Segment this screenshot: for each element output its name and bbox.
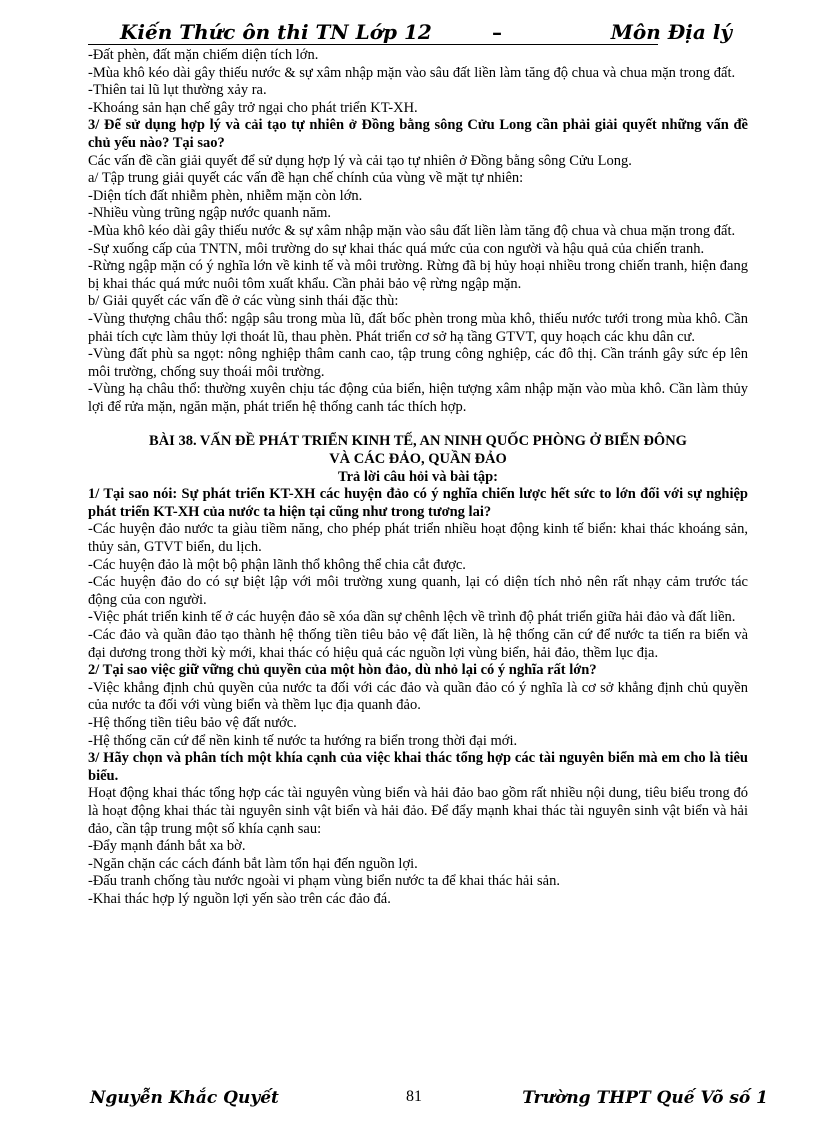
sub-heading: b/ Giải quyết các vấn đề ở các vùng sinh thái đặc thù:	[88, 293, 399, 310]
lesson-title: BÀI 38. VẤN ĐỀ PHÁT TRIỂN KINH TẾ, AN NINH QUỐC PHÒNG Ở BIỂN ĐÔNG	[149, 433, 687, 450]
page-content	[88, 47, 748, 909]
bullet-paragraph: -Các huyện đảo nước ta giàu tiềm năng, cho phép phát triển nhiều hoạt động kinh tế biển: khai thác khoáng sản, thủy sản, GTVT biển, du lịch.	[88, 521, 748, 556]
bullet-paragraph: -Khoáng sản hạn chế gây trở ngại cho phát triển KT-XH.	[88, 99, 418, 116]
bullet-paragraph: -Các đảo và quần đảo tạo thành hệ thống tiền tiêu bảo vệ đất liền, là hệ thống căn cứ để nước ta tiến ra biển và đại dương trong thời kỳ mới, khai thác có hiệu quả các nguồn lợi vùng biển, hải đảo, thềm lục địa.	[88, 627, 748, 661]
bullet-paragraph: -Mùa khô kéo dài gây thiếu nước & sự xâm nhập mặn vào sâu đất liền làm tăng độ chua và chua mặn trong đất.	[88, 64, 736, 81]
bullet-paragraph: -Sự xuống cấp của TNTN, môi trường do sự khai thác quá mức của con người và hậu quả của chiến tranh.	[88, 240, 705, 257]
question-heading: 3/ Hãy chọn và phân tích một khía cạnh của việc khai thác tổng hợp các tài nguyên biển mà em cho là tiêu biểu.	[88, 750, 748, 784]
footer-school: Trường THPT Quế Võ số 1	[522, 1088, 768, 1108]
section-heading: Trả lời câu hỏi và bài tập:	[337, 468, 499, 485]
header-title: Kiến Thức ôn thi TN Lớp 12	[120, 20, 432, 44]
page-header	[88, 16, 752, 44]
bullet-paragraph: -Đẩy mạnh đánh bắt xa bờ.	[88, 838, 246, 855]
body-paragraph: Hoạt động khai thác tổng hợp các tài nguyên vùng biển và hải đảo bao gồm rất nhiều nội dung, tiêu biểu trong đó là hoạt động khai thác tài nguyên sinh vật biển và hải đảo. Để đẩy mạnh khai thác tài nguyên sinh vật biển và hải đảo, cần tập trung một số khía cạnh sau:	[88, 785, 748, 837]
bullet-paragraph: -Vùng thượng châu thổ: ngập sâu trong mùa lũ, đất bốc phèn trong mùa khô, thiếu nước tưới trong mùa khô. Cần phải tích cực làm thủy lợi thoát lũ, thau phèn. Phát triển cơ sở hạ tầng GTVT, quy hoạch các khu dân cư.	[88, 310, 748, 345]
bullet-paragraph: -Đất phèn, đất mặn chiếm diện tích lớn.	[88, 47, 319, 63]
bullet-paragraph: -Hệ thống tiền tiêu bảo vệ đất nước.	[88, 714, 297, 731]
body-paragraph: Các vấn đề cần giải quyết để sử dụng hợp lý và cải tạo tự nhiên ở Đồng bằng sông Cửu Long.	[88, 152, 632, 169]
bullet-paragraph: -Mùa khô kéo dài gây thiếu nước & sự xâm nhập mặn vào sâu đất liền làm tăng độ chua và chua mặn trong đất.	[88, 222, 736, 239]
bullet-paragraph: -Khai thác hợp lý nguồn lợi yến sào trên các đảo đá.	[88, 890, 391, 907]
bullet-paragraph: -Các huyện đảo do có sự biệt lập với môi trường xung quanh, lại có diện tích nhỏ nên rất nhạy cảm trước tác động của con người.	[88, 574, 748, 608]
page-number: 81	[406, 1088, 422, 1105]
header-dash: –	[492, 20, 502, 44]
page-footer	[88, 1088, 768, 1114]
bullet-paragraph: -Việc khẳng định chủ quyền của nước ta đối với các đảo và quần đảo có ý nghĩa là cơ sở khẳng định chủ quyền của nước ta đối với vùng biển và thềm lục địa quanh đảo.	[88, 679, 748, 714]
bullet-paragraph: -Đấu tranh chống tàu nước ngoài vi phạm vùng biển nước ta để khai thác hải sản.	[88, 873, 560, 890]
question-heading: 1/ Tại sao nói: Sự phát triển KT-XH các huyện đảo có ý nghĩa chiến lược hết sức to lớn đối với sự nghiệp phát triển KT-XH của nước ta hiện tại cũng như trong tương lai?	[88, 486, 748, 520]
bullet-paragraph: -Vùng đất phù sa ngọt: nông nghiệp thâm canh cao, tập trung công nghiệp, các đô thị. Cần tránh gây sức ép lên môi trường, chống suy thoái môi trường.	[88, 346, 748, 380]
bullet-paragraph: -Ngăn chặn các cách đánh bắt làm tổn hại đến nguồn lợi.	[88, 855, 418, 872]
header-subject: Môn Địa lý	[610, 20, 732, 44]
bullet-paragraph: -Rừng ngập mặn có ý nghĩa lớn về kinh tế và môi trường. Rừng đã bị hủy hoại nhiều trong chiến tranh, hiện đang bị khai thác quá mức nuôi tôm xuất khẩu. Cần phải bảo vệ rừng ngập mặn.	[88, 258, 748, 292]
bullet-paragraph: -Các huyện đảo là một bộ phận lãnh thổ không thể chia cắt được.	[88, 556, 466, 573]
question-heading: 2/ Tại sao việc giữ vững chủ quyền của một hòn đảo, dù nhỏ lại có ý nghĩa rất lớn?	[88, 662, 597, 679]
header-divider	[88, 44, 658, 45]
bullet-paragraph: -Nhiều vùng trũng ngập nước quanh năm.	[88, 205, 332, 222]
footer-author: Nguyễn Khắc Quyết	[90, 1088, 279, 1108]
sub-heading: a/ Tập trung giải quyết các vấn đề hạn chế chính của vùng về mặt tự nhiên:	[88, 170, 524, 187]
bullet-paragraph: -Hệ thống căn cứ để nền kinh tế nước ta hướng ra biển trong thời đại mới.	[88, 732, 518, 749]
question-heading: 3/ Để sử dụng hợp lý và cải tạo tự nhiên ở Đồng bằng sông Cửu Long cần phải giải quyết những vấn đề chủ yếu nào? Tại sao?	[88, 117, 748, 151]
bullet-paragraph: -Diện tích đất nhiễm phèn, nhiễm mặn còn lớn.	[88, 187, 363, 204]
lesson-title-line2: VÀ CÁC ĐẢO, QUẦN ĐẢO	[329, 451, 507, 468]
bullet-paragraph: -Vùng hạ châu thổ: thường xuyên chịu tác động của biển, hiện tượng xâm nhập mặn vào mùa khô. Cần làm thủy lợi để rửa mặn, ngăn mặn, phát triển hệ thống canh tác thích hợp.	[88, 381, 748, 415]
bullet-paragraph: -Thiên tai lũ lụt thường xảy ra.	[88, 82, 267, 99]
bullet-paragraph: -Việc phát triển kinh tế ở các huyện đảo sẽ xóa dần sự chênh lệch về trình độ phát triển giữa hải đảo và đất liền.	[88, 609, 736, 626]
